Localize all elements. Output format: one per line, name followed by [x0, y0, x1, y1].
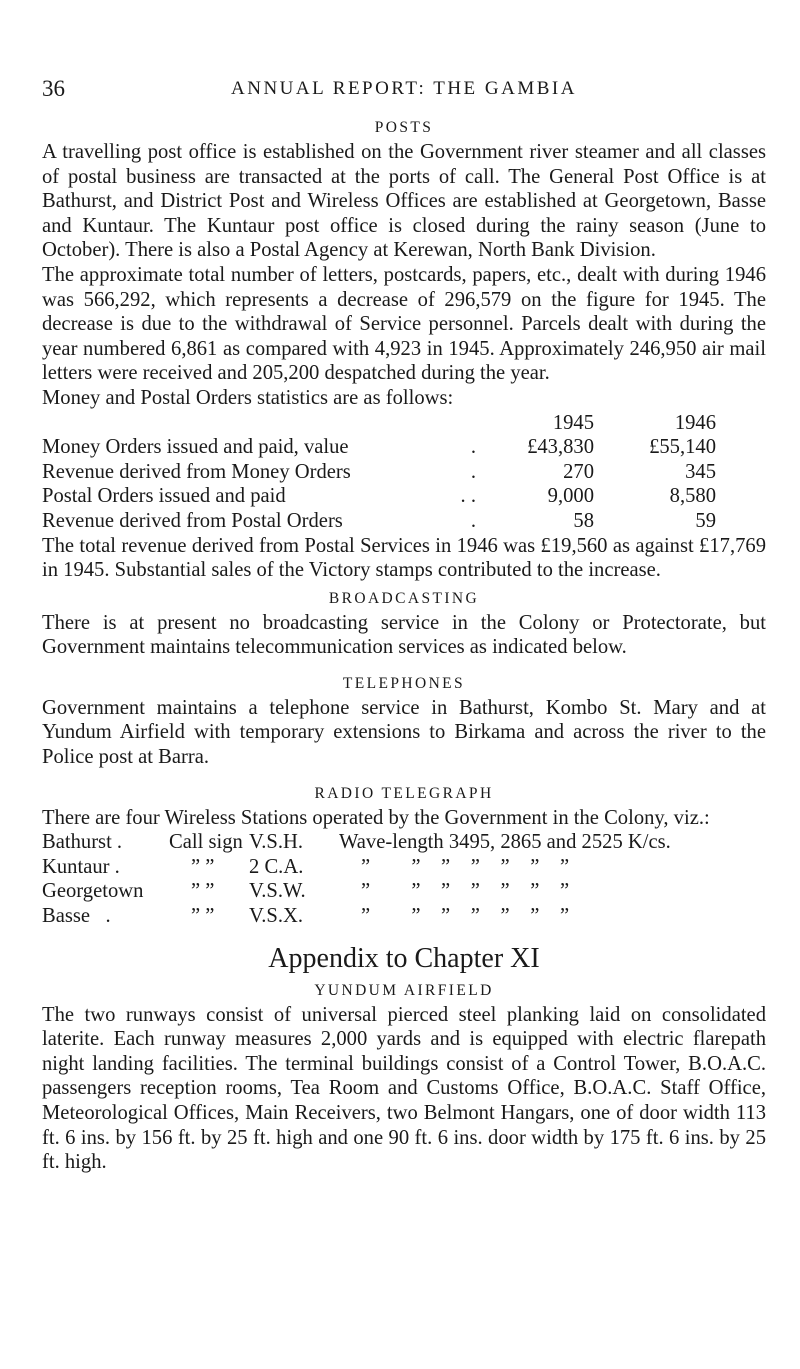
cell-1946: £55,140 — [649, 436, 716, 459]
section-heading-posts: POSTS — [374, 119, 434, 136]
page-header — [42, 70, 766, 110]
station-call-sign: 2 C.A. — [249, 855, 304, 878]
table-row — [42, 509, 766, 534]
wireless-stations-table — [42, 830, 766, 928]
table-row — [42, 830, 766, 855]
station-name: Basse . — [42, 905, 111, 928]
station-call-sign: V.S.H. — [249, 831, 303, 854]
row-label: Money Orders issued and paid, value — [42, 436, 349, 459]
postal-statistics-table — [42, 411, 766, 534]
station-prefix: ” ” — [191, 855, 215, 878]
station-prefix: Call sign — [169, 831, 243, 854]
column-header-1945: 1945 — [552, 411, 594, 434]
leader-dots: . — [470, 509, 476, 532]
posts-paragraph-4: The total revenue derived from Postal Services in 1946 was £19,560 as against £17,769 in 1945. Substantial sales of the Victory stamps contributed to the increase. — [42, 534, 766, 582]
station-wavelength: ” ” ” ” ” ” ” — [361, 855, 570, 878]
station-call-sign: V.S.X. — [249, 905, 303, 928]
posts-paragraph-1: A travelling post office is established on the Government river steamer and all classes of postal business are transacted at the ports of call. The General Post Office is at Bathurst, and District Post and Wireless Offices are established at Georgetown, Basse and Kuntaur. The Kuntaur post office is closed during the rainy season (June to October). There is also a Postal Agency at Kerewan, North Bank Division. — [42, 141, 766, 262]
station-name: Georgetown — [42, 880, 144, 903]
appendix-title: Appendix to Chapter XI — [268, 942, 540, 974]
row-label: Postal Orders issued and paid — [42, 485, 286, 508]
posts-paragraph-3: Money and Postal Orders statistics are as follows: — [42, 386, 454, 409]
telephones-paragraph: Government maintains a telephone service in Bathurst, Kombo St. Mary and at Yundum Airfield with temporary extensions to Birkama and across the river to the Police post at Barra. — [42, 696, 766, 769]
cell-1945: £43,830 — [527, 436, 594, 459]
station-wavelength: ” ” ” ” ” ” ” — [361, 880, 570, 903]
table-row — [42, 855, 766, 880]
station-name: Bathurst . — [42, 831, 123, 854]
radio-paragraph: There are four Wireless Stations operated by the Government in the Colony, viz.: — [42, 806, 710, 829]
broadcasting-paragraph: There is at present no broadcasting service in the Colony or Protectorate, but Government maintains telecommunication services as indicated below. — [42, 611, 766, 659]
leader-dots: . — [470, 436, 476, 459]
row-label: Revenue derived from Money Orders — [42, 460, 351, 483]
table-header-row — [42, 411, 766, 436]
table-row — [42, 484, 766, 509]
column-header-1946: 1946 — [674, 411, 716, 434]
cell-1945: 270 — [563, 460, 594, 483]
cell-1946: 8,580 — [669, 485, 716, 508]
appendix-paragraph: The two runways consist of universal pierced steel planking laid on consolidated laterite. Each runway measures 2,000 yards and is equipped with electric flarepath night landing facilities. The terminal buildings consist of a Control Tower, B.O.A.C. passengers reception rooms, Tea Room and Customs Office, B.O.A.C. Staff Office, Meteorological Offices, Main Receivers, two Belmont Hangars, one of door width 113 ft. 6 ins. by 156 ft. by 25 ft. high and one 90 ft. 6 ins. door width by 175 ft. 6 ins. by 25 ft. high. — [42, 1003, 766, 1174]
station-wavelength: Wave-length 3495, 2865 and 2525 K/cs. — [339, 831, 671, 854]
station-prefix: ” ” — [191, 880, 215, 903]
table-row — [42, 460, 766, 485]
table-row — [42, 879, 766, 904]
table-row — [42, 904, 766, 929]
station-name: Kuntaur . — [42, 855, 120, 878]
cell-1946: 59 — [695, 509, 716, 532]
cell-1945: 9,000 — [547, 485, 594, 508]
page-number: 36 — [42, 76, 65, 101]
station-wavelength: ” ” ” ” ” ” ” — [361, 905, 570, 928]
station-prefix: ” ” — [191, 905, 215, 928]
station-call-sign: V.S.W. — [249, 880, 306, 903]
table-row — [42, 435, 766, 460]
section-heading-broadcasting: BROADCASTING — [328, 589, 480, 607]
page-content — [42, 116, 766, 1175]
section-heading-radio-telegraph: RADIO TELEGRAPH — [314, 784, 494, 802]
section-heading-yundum-airfield: YUNDUM AIRFIELD — [314, 981, 494, 999]
cell-1945: 58 — [573, 509, 594, 532]
leader-dots: . — [470, 460, 476, 483]
cell-1946: 345 — [685, 460, 716, 483]
leader-dots: . . — [460, 485, 476, 508]
posts-paragraph-2: The approximate total number of letters, postcards, papers, etc., dealt with during 1946 was 566,292, which represents a decrease of 296,579 on the figure for 1945. The decrease is due to the withdrawal of Service personnel. Parcels dealt with during the year numbered 6,861 as compared with 4,923 in 1945. Approximately 246,950 air mail letters were received and 205,200 despatched during the year. — [42, 263, 766, 385]
running-head: ANNUAL REPORT: THE GAMBIA — [231, 78, 577, 99]
row-label: Revenue derived from Postal Orders — [42, 509, 343, 532]
section-heading-telephones: TELEPHONES — [342, 674, 466, 692]
